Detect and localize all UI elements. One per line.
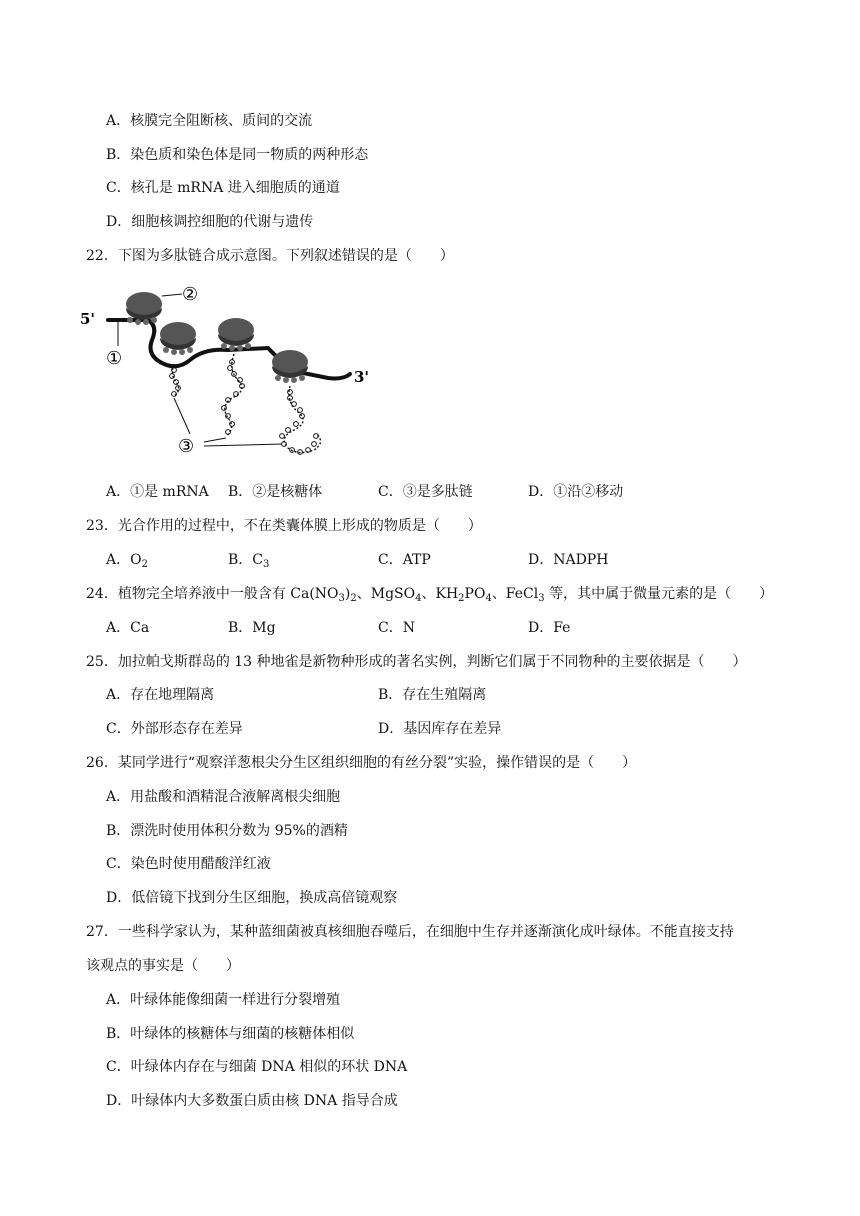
q24-option-b: B．Mg <box>228 620 276 636</box>
polypeptide-synthesis-figure <box>78 278 378 468</box>
q24-option-d: D．Fe <box>528 620 571 636</box>
q27-option-a: A．叶绿体能像细菌一样进行分裂增殖 <box>106 992 341 1008</box>
q21-option-c: C．核孔是 mRNA 进入细胞质的通道 <box>106 180 340 196</box>
q27-option-b: B．叶绿体的核糖体与细菌的核糖体相似 <box>106 1026 355 1042</box>
q21-option-b: B．染色质和染色体是同一物质的两种形态 <box>106 147 369 163</box>
q25-option-a: A．存在地理隔离 <box>106 687 215 703</box>
q22-stem: 22．下图为多肽链合成示意图。下列叙述错误的是（ ） <box>86 248 454 264</box>
ribosome-4 <box>272 350 308 383</box>
label-3prime: 3' <box>354 368 370 386</box>
q22-option-a: A．①是 mRNA <box>106 484 209 500</box>
label-circle-2: ② <box>182 284 199 305</box>
q24-option-c: C．N <box>378 620 415 636</box>
q24-stem: 24．植物完全培养液中一般含有 $Ca(NO_3)_2$、MgSO$_4$、$KH_2PO_4$、FeCl$_3$ 等，其中属于微量元素的是（ ） <box>86 586 774 604</box>
q27-option-d: D．叶绿体内大多数蛋白质由核 DNA 指导合成 <box>106 1093 398 1109</box>
label-5prime: 5' <box>80 310 96 328</box>
q26-stem: 26．某同学进行“观察洋葱根尖分生区组织细胞的有丝分裂”实验，操作错误的是（ ） <box>86 755 637 771</box>
q25-option-b: B．存在生殖隔离 <box>378 687 487 703</box>
q26-option-a: A．用盐酸和酒精混合液解离根尖细胞 <box>106 789 341 805</box>
q25-option-d: D．基因库存在差异 <box>378 721 502 737</box>
ribosome-2 <box>160 322 196 355</box>
label-circle-3: ③ <box>178 436 195 457</box>
ribosome-1 <box>126 292 162 325</box>
q25-stem: 25．加拉帕戈斯群岛的 13 种地雀是新物种形成的著名实例，判断它们属于不同物种的主要依据是（ ） <box>86 654 747 670</box>
q24-option-a: A．Ca <box>106 620 150 636</box>
q21-option-a: A．核膜完全阻断核、质间的交流 <box>106 113 313 129</box>
q23-stem: 23．光合作用的过程中，不在类囊体膜上形成的物质是（ ） <box>86 518 482 534</box>
q27-stem-line1: 27．一些科学家认为，某种蓝细菌被真核细胞吞噬后，在细胞中生存并逐渐演化成叶绿体。不能直接支持 <box>86 924 734 940</box>
q26-option-b: B．漂洗时使用体积分数为 95%的酒精 <box>106 823 348 839</box>
q22-option-b: B．②是核糖体 <box>228 484 323 500</box>
q22-option-c: C．③是多肽链 <box>378 484 473 500</box>
label-circle-1: ① <box>106 348 123 369</box>
q25-option-c: C．外部形态存在差异 <box>106 721 243 737</box>
q26-option-d: D．低倍镜下找到分生区细胞，换成高倍镜观察 <box>106 890 398 906</box>
q27-option-c: C．叶绿体内存在与细菌 DNA 相似的环状 DNA <box>106 1059 408 1075</box>
q23-option-d: D．NADPH <box>528 552 609 568</box>
q23-option-c: C．ATP <box>378 552 431 568</box>
q27-stem-line2: 该观点的事实是（ ） <box>86 958 240 974</box>
q23-option-a: A．$O_2$ <box>106 552 148 570</box>
q22-option-d: D．①沿②移动 <box>528 484 624 500</box>
q26-option-c: C．染色时使用醋酸洋红液 <box>106 856 271 872</box>
q23-option-b: B．$C_3$ <box>228 552 270 570</box>
ribosome-3 <box>218 318 254 351</box>
q21-option-d: D．细胞核调控细胞的代谢与遗传 <box>106 214 314 230</box>
